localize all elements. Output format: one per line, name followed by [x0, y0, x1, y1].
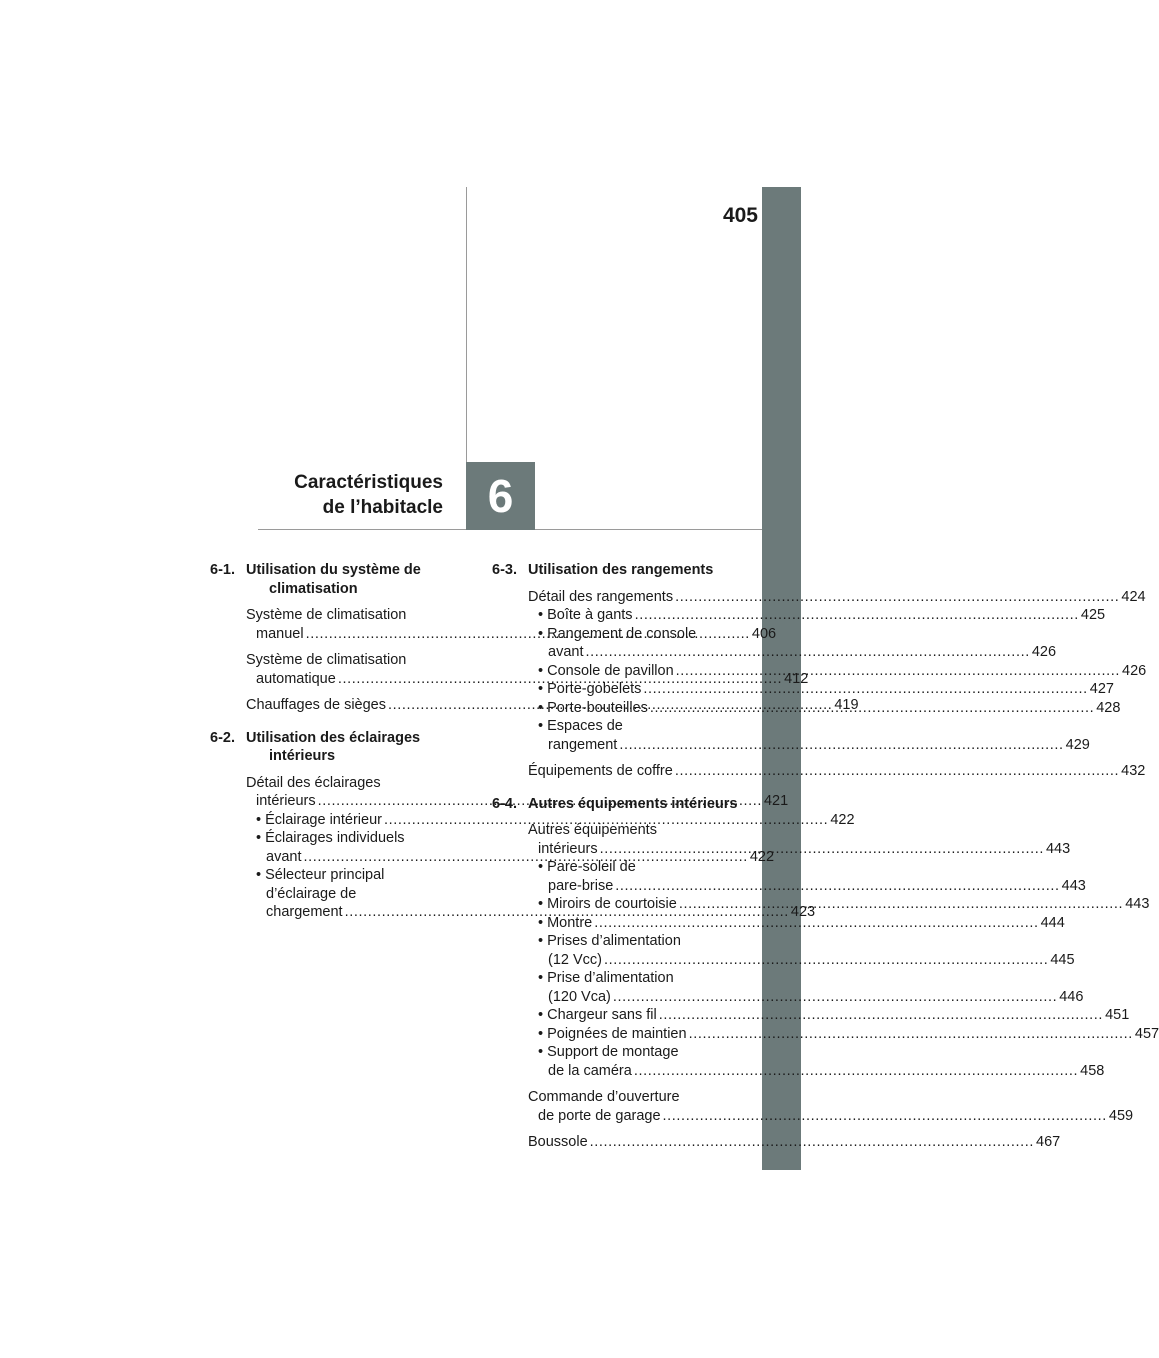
section-heading[interactable] — [210, 561, 458, 598]
entry-page: 446 — [1059, 988, 1084, 1005]
entry-text: • Prise d’alimentation — [538, 970, 674, 986]
entry-leader — [538, 606, 1106, 625]
entry-text: • Espaces de — [538, 718, 623, 734]
entry-leader — [538, 951, 1075, 970]
entry-text: chargement — [266, 904, 343, 920]
toc-entry[interactable] — [528, 1133, 1061, 1152]
toc-bullet-entry[interactable] — [538, 680, 1114, 699]
toc-bullet-entry[interactable] — [538, 969, 1084, 1006]
dot-leader — [679, 896, 1123, 912]
dot-leader — [635, 607, 1079, 623]
entry-text: d’éclairage de — [266, 885, 357, 902]
entry-page: 451 — [1105, 1007, 1130, 1023]
entry-text: • Éclairages individuels — [256, 830, 405, 846]
section-number: 6-1. — [210, 562, 235, 578]
entry-text: • Console de pavillon — [538, 662, 674, 679]
entry-text: avant — [548, 644, 584, 660]
entry-page: 406 — [751, 625, 777, 642]
entry-text: pare-brise — [548, 877, 614, 894]
entry-text: automatique — [256, 670, 336, 687]
entry-leader — [538, 1006, 1130, 1025]
entry-page: 422 — [749, 848, 775, 865]
entry-leader — [528, 588, 1146, 607]
dot-leader — [663, 1108, 1107, 1124]
chapter-title-line2: de l’habitacle — [322, 497, 443, 518]
dot-leader — [675, 589, 1119, 605]
dot-leader — [650, 700, 1094, 716]
entry-leader — [538, 736, 1090, 755]
chapter-title — [183, 470, 443, 520]
section-title-line: intérieurs — [269, 748, 336, 764]
entry-leader — [538, 643, 1057, 662]
section-title-line: Utilisation du système de — [246, 562, 421, 578]
entry-text: intérieurs — [256, 793, 316, 809]
section-title-line: Utilisation des rangements — [528, 562, 714, 578]
section-title — [246, 729, 458, 766]
toc-bullet-entry[interactable] — [538, 858, 1086, 895]
entry-page: 428 — [1096, 699, 1121, 716]
entry-text: • Miroirs de courtoisie — [538, 896, 677, 912]
entry-page: 425 — [1080, 607, 1106, 623]
section-heading[interactable] — [492, 561, 740, 580]
entry-text: intérieurs — [538, 840, 598, 857]
dot-leader — [643, 681, 1087, 697]
section-title-line: Autres équipements intérieurs — [528, 795, 738, 812]
dot-leader — [613, 989, 1057, 1005]
entry-leader — [538, 988, 1084, 1007]
dot-leader — [590, 1134, 1034, 1150]
page-number: 405 — [722, 204, 758, 227]
entry-text: de porte de garage — [538, 1107, 661, 1124]
entry-text: • Poignées de maintien — [538, 1025, 687, 1042]
entry-page: 459 — [1108, 1107, 1134, 1124]
entry-text: avant — [266, 848, 302, 865]
entry-page: 426 — [1122, 662, 1147, 679]
entry-page: 443 — [1061, 877, 1086, 894]
entry-leader — [528, 762, 1146, 781]
entry-leader — [538, 680, 1114, 699]
dot-leader — [675, 763, 1119, 779]
entry-text: • Support de montage — [538, 1044, 679, 1060]
entry-page: 443 — [1125, 896, 1150, 912]
entry-text: Système de climatisation — [246, 652, 407, 668]
entry-page: 412 — [784, 670, 809, 687]
entry-page: 429 — [1065, 736, 1090, 753]
dot-leader — [604, 952, 1048, 968]
entry-text: • Porte-bouteilles — [538, 699, 648, 716]
section-title-line: Utilisation des éclairages — [246, 729, 421, 746]
toc-bullet-entry[interactable] — [538, 606, 1106, 625]
entry-leader — [528, 1133, 1061, 1152]
section-title-line: climatisation — [269, 580, 358, 597]
entry-leader — [538, 1025, 1159, 1044]
entry-text: rangement — [548, 736, 618, 753]
toc-bullet-entry[interactable] — [538, 1006, 1130, 1025]
chapter-number-box: 6 — [466, 462, 535, 530]
dot-leader — [600, 841, 1044, 857]
entry-page: 467 — [1036, 1134, 1061, 1150]
entry-page: 421 — [763, 793, 789, 809]
chapter-title-line1: Caractéristiques — [294, 472, 443, 493]
toc-entry[interactable] — [528, 762, 1146, 781]
entry-page: 443 — [1045, 840, 1071, 857]
section-title — [528, 795, 740, 814]
toc-bullet-entry[interactable] — [538, 717, 1090, 754]
toc-bullet-entry[interactable] — [538, 914, 1065, 933]
section-heading[interactable] — [210, 729, 458, 766]
entry-text: • Prises d’alimentation — [538, 933, 681, 949]
entry-text: Commande d’ouverture — [528, 1089, 680, 1105]
toc-bullet-entry[interactable] — [538, 1025, 1159, 1044]
section-title — [246, 561, 458, 598]
toc-bullet-entry[interactable] — [538, 1043, 1105, 1080]
entry-text: Autres équipements — [528, 822, 657, 838]
toc-entry[interactable] — [528, 588, 1146, 607]
entry-leader — [528, 1107, 1134, 1126]
dot-leader — [634, 1063, 1078, 1079]
entry-page: 419 — [834, 697, 859, 713]
dot-leader — [615, 878, 1059, 894]
toc-bullet-entry[interactable] — [538, 932, 1075, 969]
dot-leader — [594, 915, 1038, 931]
entry-text: Boussole — [528, 1134, 588, 1150]
entry-text: manuel — [256, 625, 304, 642]
section-title — [528, 561, 740, 580]
entry-page: 445 — [1050, 951, 1075, 968]
entry-page: 422 — [830, 811, 855, 828]
entry-text: Détail des rangements — [528, 588, 674, 605]
entry-text: • Boîte à gants — [538, 607, 633, 623]
entry-page: 432 — [1121, 763, 1146, 779]
dot-leader — [689, 1026, 1133, 1042]
entry-page: 457 — [1134, 1025, 1159, 1042]
entry-text: (12 Vcc) — [548, 951, 602, 968]
entry-text: de la caméra — [548, 1062, 632, 1079]
toc-entry[interactable] — [528, 1088, 1134, 1125]
dot-leader — [676, 663, 1120, 679]
dot-leader — [585, 644, 1029, 660]
entry-leader — [538, 877, 1086, 896]
entry-page: 458 — [1080, 1062, 1105, 1079]
section-number: 6-2. — [210, 729, 235, 746]
entry-leader — [538, 1062, 1105, 1081]
entry-text: • Chargeur sans fil — [538, 1007, 657, 1023]
entry-text: • Porte-gobelets — [538, 681, 642, 697]
entry-leader — [538, 914, 1065, 933]
entry-text: • Pare-soleil de — [538, 859, 636, 875]
header-vertical-rule — [466, 187, 467, 463]
dot-leader — [619, 737, 1063, 753]
entry-text: • Éclairage intérieur — [256, 811, 382, 828]
entry-text: Chauffages de sièges — [246, 697, 387, 713]
section-heading[interactable] — [492, 795, 740, 814]
entry-text: • Montre — [538, 914, 593, 931]
section-number: 6-4. — [492, 795, 517, 812]
entry-text: Système de climatisation — [246, 607, 407, 623]
entry-text: Détail des éclairages — [246, 774, 381, 791]
entry-page: 423 — [790, 904, 816, 920]
entry-text: Équipements de coffre — [528, 763, 673, 779]
dot-leader — [659, 1007, 1103, 1023]
entry-text: (120 Vca) — [548, 988, 611, 1005]
entry-page: 424 — [1121, 588, 1146, 605]
entry-text: • Sélecteur principal — [256, 867, 385, 883]
entry-page: 427 — [1089, 681, 1114, 697]
entry-page: 426 — [1031, 644, 1057, 660]
entry-page: 444 — [1040, 914, 1065, 931]
section-number: 6-3. — [492, 562, 517, 578]
entry-text: • Rangement de console — [538, 625, 697, 642]
